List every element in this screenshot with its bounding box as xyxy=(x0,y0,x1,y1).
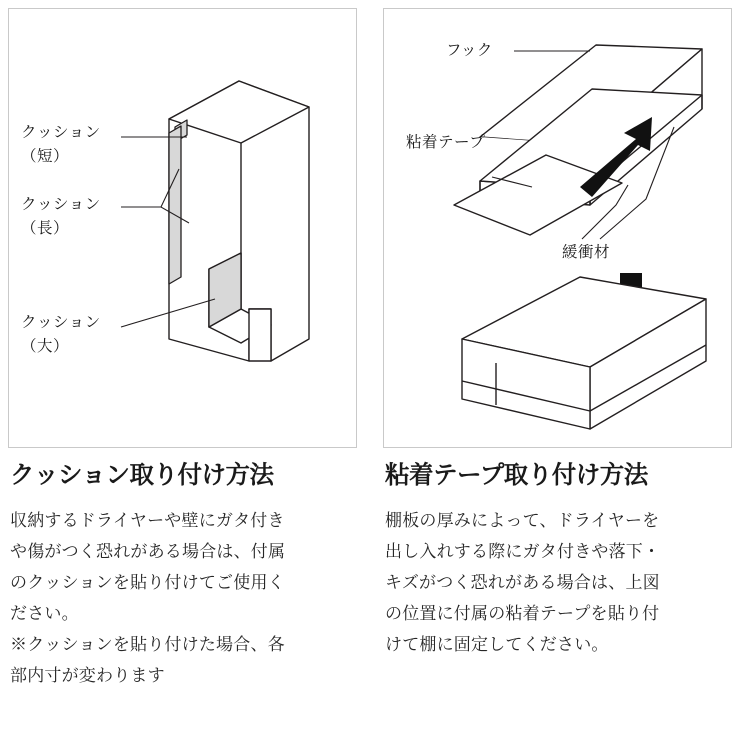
caption-tape-title: 粘着テープ取り付け方法 xyxy=(385,462,648,489)
label-cushioning-material: 緩衝材 xyxy=(562,244,611,261)
caption-cushion-line-6: 部内寸が変わります xyxy=(10,665,165,685)
caption-cushion-line-4: ださい。 xyxy=(10,603,79,623)
label-cushion-large-line2: （大） xyxy=(21,338,70,355)
caption-cushion-line-1: 収納するドライヤーや壁にガタ付き xyxy=(10,511,285,531)
caption-tape xyxy=(385,462,734,661)
caption-cushion-line-3: のクッションを貼り付けてご使用く xyxy=(10,573,285,593)
hook-body-illustration xyxy=(169,81,309,361)
caption-tape-line-2: 出し入れする際にガタ付きや落下・ xyxy=(385,542,661,562)
caption-cushion-body xyxy=(10,506,359,692)
label-cushion-short-line2: （短） xyxy=(21,148,70,165)
cushion-diagram-svg xyxy=(9,9,356,447)
caption-cushion xyxy=(10,462,359,692)
caption-tape-body xyxy=(385,506,734,661)
label-cushion-large xyxy=(21,314,101,355)
label-cushion-long-line2: （長） xyxy=(21,220,70,237)
label-cushion-large-line1: クッション xyxy=(21,314,101,331)
caption-tape-line-5: けて棚に固定してください。 xyxy=(385,634,609,654)
hook-assembled-illustration xyxy=(462,277,706,429)
caption-tape-line-4: の位置に付属の粘着テープを貼り付 xyxy=(385,603,660,623)
diagram-panel-tape xyxy=(383,8,732,448)
caption-tape-line-3: キズがつく恐れがある場合は、上図 xyxy=(385,573,660,593)
label-cushion-long xyxy=(21,196,101,237)
tape-diagram-svg xyxy=(384,9,731,447)
label-adhesive-tape: 粘着テープ xyxy=(406,134,486,151)
label-cushion-short xyxy=(21,124,101,165)
cushion-long-part xyxy=(169,126,181,284)
diagram-panel-cushion xyxy=(8,8,357,448)
caption-cushion-title: クッション取り付け方法 xyxy=(10,462,274,489)
caption-cushion-line-2: や傷がつく恐れがある場合は、付属 xyxy=(10,542,286,562)
label-hook: フック xyxy=(446,42,493,59)
caption-tape-line-1: 棚板の厚みによって、ドライヤーを xyxy=(385,511,660,531)
label-cushion-long-line1: クッション xyxy=(21,196,101,213)
label-cushion-short-line1: クッション xyxy=(21,124,101,141)
caption-cushion-line-5: ※クッションを貼り付けた場合、各 xyxy=(10,634,285,654)
